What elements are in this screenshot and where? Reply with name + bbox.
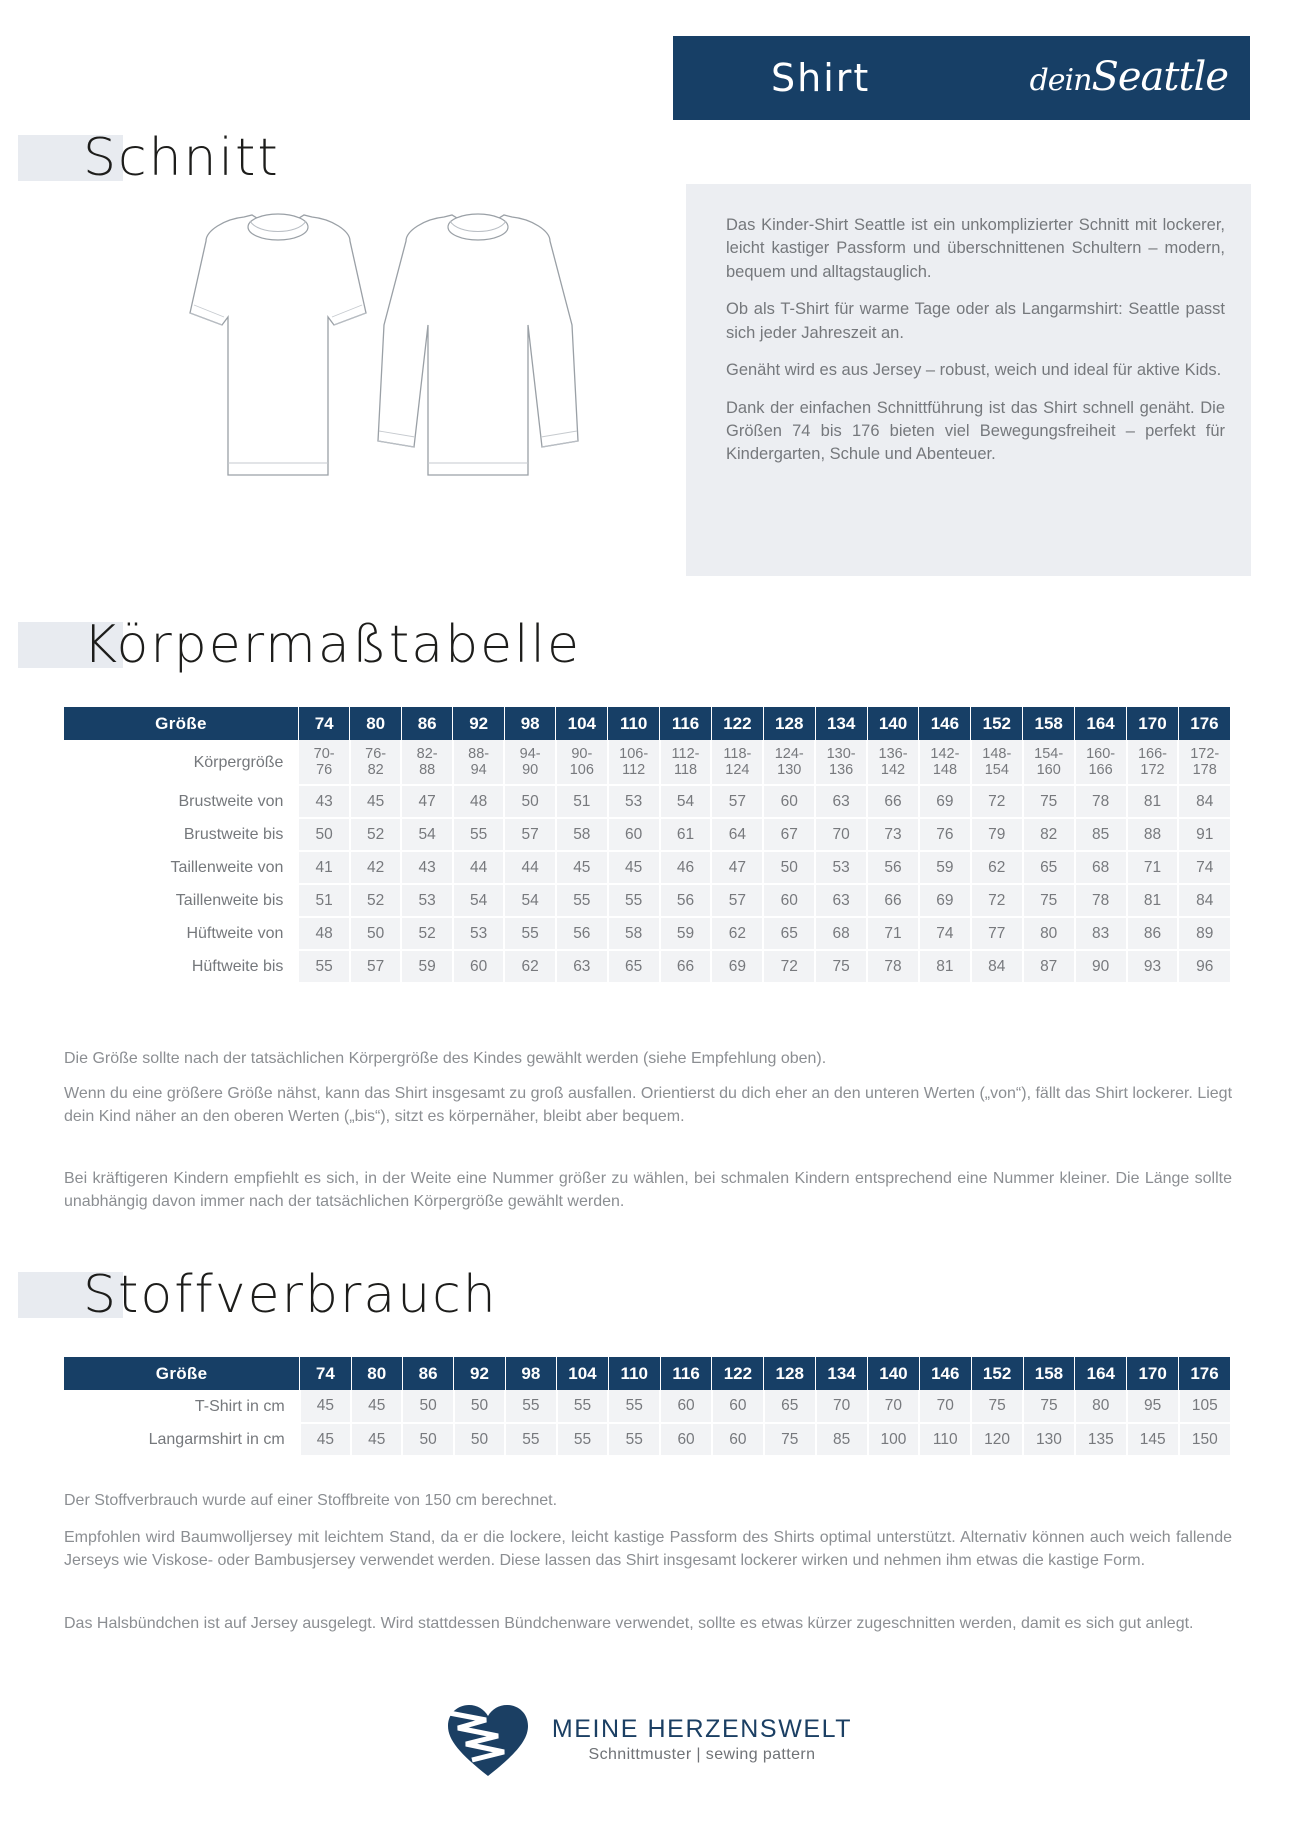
fabric-note-3: Das Halsbündchen ist auf Jersey ausgelegt. Wird stattdessen Bündchenware verwendet, sollte es etwas kürzer zugeschnitten werden, damit es sich gut anlegt.	[64, 1615, 1194, 1632]
size-column-header: 140	[867, 707, 919, 740]
table-header-row	[64, 1357, 1230, 1390]
table-cell: 85	[816, 1423, 868, 1456]
table-cell: 90- 106	[556, 740, 608, 785]
table-cell: 135	[1075, 1423, 1127, 1456]
table-cell: 48	[298, 917, 350, 950]
table-cell: 100	[868, 1423, 920, 1456]
table-cell: 60	[712, 1423, 764, 1456]
table-cell: 136- 142	[867, 740, 919, 785]
body-measurement-table	[64, 707, 1230, 984]
heading-text-stoffverbrauch: Stoffverbrauch	[83, 1265, 498, 1325]
brand-script-logo	[1030, 54, 1228, 100]
table-cell: 55	[298, 950, 350, 983]
table-cell: 75	[1023, 785, 1075, 818]
table-cell: 82- 88	[401, 740, 453, 785]
table-cell: 47	[401, 785, 453, 818]
body-table-head	[64, 707, 1230, 740]
table-cell: 89	[1178, 917, 1230, 950]
table-cell: 53	[453, 917, 505, 950]
table-cell: 93	[1127, 950, 1179, 983]
intro-paragraph: Genäht wird es aus Jersey – robust, weich und ideal für aktive Kids.	[726, 361, 1222, 380]
table-cell: 45	[300, 1390, 351, 1423]
row-label: Hüftweite bis	[64, 950, 298, 983]
table-cell: 65	[764, 1390, 816, 1423]
table-cell: 56	[556, 917, 608, 950]
table-cell: 45	[556, 851, 608, 884]
size-column-header: 146	[919, 707, 971, 740]
table-header-row	[64, 707, 1230, 740]
size-column-header: 86	[401, 707, 453, 740]
table-cell: 55	[557, 1390, 609, 1423]
table-cell: 56	[660, 884, 712, 917]
section-heading-schnitt	[18, 128, 280, 188]
table-cell: 91	[1178, 818, 1230, 851]
table-cell: 62	[711, 917, 763, 950]
table-cell: 72	[971, 884, 1023, 917]
row-label: Brustweite bis	[64, 818, 298, 851]
heart-logo-icon	[442, 1700, 534, 1778]
table-cell: 63	[815, 884, 867, 917]
table-cell: 60	[660, 1390, 712, 1423]
table-cell: 55	[608, 1390, 660, 1423]
size-column-header: 176	[1178, 707, 1230, 740]
table-cell: 120	[971, 1423, 1023, 1456]
table-cell: 60	[453, 950, 505, 983]
size-column-header: 122	[711, 707, 763, 740]
size-column-header: 80	[351, 1357, 402, 1390]
intro-paragraph: Das Kinder-Shirt Seattle ist ein unkomplizierter Schnitt mit lockerer, leicht kastiger Passform und überschnittenen Schultern – modern, bequem und alltagstauglich.	[726, 216, 1225, 281]
row-label: Körpergröße	[64, 740, 298, 785]
brand-script-word-dein: dein	[1029, 63, 1092, 99]
fabric-table-corner-label: Größe	[64, 1357, 300, 1390]
table-cell: 44	[504, 851, 556, 884]
table-cell: 52	[401, 917, 453, 950]
table-cell: 60	[763, 884, 815, 917]
table-cell: 166- 172	[1127, 740, 1179, 785]
body-note-1: Die Größe sollte nach der tatsächlichen Körpergröße des Kindes gewählt werden (siehe Empfehlung oben).	[64, 1050, 827, 1067]
table-cell: 68	[815, 917, 867, 950]
table-cell: 53	[401, 884, 453, 917]
intro-paragraphs	[686, 184, 1251, 467]
table-cell: 69	[919, 884, 971, 917]
table-cell: 77	[971, 917, 1023, 950]
table-cell: 51	[298, 884, 350, 917]
row-label: Taillenweite von	[64, 851, 298, 884]
table-cell: 69	[919, 785, 971, 818]
table-cell: 71	[1127, 851, 1179, 884]
table-cell: 43	[401, 851, 453, 884]
table-cell: 81	[1127, 884, 1179, 917]
table-cell: 70	[815, 818, 867, 851]
table-cell: 66	[867, 785, 919, 818]
table-cell: 70	[868, 1390, 920, 1423]
size-column-header: 116	[660, 1357, 712, 1390]
table-cell: 71	[867, 917, 919, 950]
table-cell: 45	[351, 1390, 402, 1423]
table-row	[64, 740, 1230, 785]
table-cell: 50	[402, 1390, 453, 1423]
table-cell: 65	[1023, 851, 1075, 884]
size-column-header: 80	[350, 707, 402, 740]
table-cell: 80	[1075, 1390, 1127, 1423]
footer-tagline: Schnittmuster | sewing pattern	[588, 1745, 816, 1763]
table-cell: 55	[505, 1390, 556, 1423]
table-cell: 69	[711, 950, 763, 983]
table-cell: 54	[660, 785, 712, 818]
size-column-header: 134	[815, 707, 867, 740]
table-cell: 72	[763, 950, 815, 983]
technical-drawings	[128, 205, 648, 525]
size-column-header: 176	[1179, 1357, 1230, 1390]
size-column-header: 140	[868, 1357, 920, 1390]
table-cell: 94- 90	[504, 740, 556, 785]
table-cell: 86	[1127, 917, 1179, 950]
table-cell: 50	[454, 1423, 505, 1456]
table-cell: 88	[1127, 818, 1179, 851]
table-row	[64, 851, 1230, 884]
header-banner	[673, 36, 1250, 120]
table-cell: 60	[763, 785, 815, 818]
table-row	[64, 1390, 1230, 1423]
table-cell: 172- 178	[1178, 740, 1230, 785]
size-column-header: 122	[712, 1357, 764, 1390]
table-cell: 47	[711, 851, 763, 884]
table-cell: 75	[764, 1423, 816, 1456]
table-cell: 150	[1179, 1423, 1230, 1456]
table-cell: 60	[608, 818, 660, 851]
table-cell: 60	[712, 1390, 764, 1423]
table-cell: 53	[608, 785, 660, 818]
table-cell: 72	[971, 785, 1023, 818]
table-cell: 48	[453, 785, 505, 818]
table-cell: 75	[1023, 884, 1075, 917]
table-cell: 124- 130	[763, 740, 815, 785]
table-cell: 44	[453, 851, 505, 884]
table-cell: 55	[608, 884, 660, 917]
table-cell: 43	[298, 785, 350, 818]
body-note-2: Wenn du eine größere Größe nähst, kann das Shirt insgesamt zu groß ausfallen. Orientierst du dich eher an den unteren Werten („von“), fällt das Shirt lockerer. Liegt dein Kind näher an den oberen Werten („bis“), sitzt es körpernäher, bleibt aber bequem.	[64, 1085, 1233, 1125]
table-cell: 73	[867, 818, 919, 851]
table-cell: 55	[608, 1423, 660, 1456]
table-cell: 57	[504, 818, 556, 851]
intro-paragraph: Dank der einfachen Schnittführung ist das Shirt schnell genäht. Die Größen 74 bis 176 bieten viel Bewegungsfreiheit – perfekt für Kindergarten, Schule und Abenteuer.	[726, 398, 1225, 464]
table-cell: 65	[763, 917, 815, 950]
table-cell: 84	[1178, 884, 1230, 917]
fabric-note-1: Der Stoffverbrauch wurde auf einer Stoffbreite von 150 cm berechnet.	[64, 1492, 558, 1509]
table-row	[64, 1423, 1230, 1456]
size-column-header: 152	[971, 707, 1023, 740]
size-column-header: 164	[1075, 1357, 1127, 1390]
brand-script-word-seattle: Seattle	[1091, 54, 1228, 101]
table-cell: 50	[454, 1390, 505, 1423]
table-cell: 130- 136	[815, 740, 867, 785]
table-cell: 45	[351, 1423, 402, 1456]
section-heading-koerpermasstabelle	[18, 615, 581, 675]
size-column-header: 128	[764, 1357, 816, 1390]
size-column-header: 158	[1023, 1357, 1075, 1390]
table-cell: 68	[1075, 851, 1127, 884]
table-cell: 41	[298, 851, 350, 884]
table-cell: 54	[504, 884, 556, 917]
fabric-note-2: Empfohlen wird Baumwolljersey mit leichtem Stand, da er die lockere, leicht kastige Passform des Shirts optimal unterstützt. Alternativ können auch weich fallende Jerseys wie Viskose- oder Bambusjersey verwendet werden. Diese lassen das Shirt insgesamt lockerer wirken und nehmen ihm etwas die kastige Form.	[64, 1529, 1232, 1569]
size-column-header: 170	[1127, 1357, 1179, 1390]
size-column-header: 164	[1075, 707, 1127, 740]
table-cell: 66	[660, 950, 712, 983]
table-cell: 59	[919, 851, 971, 884]
size-column-header: 98	[505, 1357, 556, 1390]
table-cell: 74	[1178, 851, 1230, 884]
table-cell: 55	[557, 1423, 609, 1456]
table-cell: 62	[504, 950, 556, 983]
table-cell: 145	[1127, 1423, 1179, 1456]
table-row	[64, 950, 1230, 983]
table-row	[64, 884, 1230, 917]
table-cell: 55	[505, 1423, 556, 1456]
table-cell: 54	[401, 818, 453, 851]
fabric-consumption-table	[64, 1357, 1230, 1457]
size-column-header: 74	[298, 707, 350, 740]
table-cell: 66	[867, 884, 919, 917]
table-cell: 88- 94	[453, 740, 505, 785]
table-cell: 57	[350, 950, 402, 983]
table-cell: 55	[504, 917, 556, 950]
size-column-header: 146	[919, 1357, 971, 1390]
table-cell: 82	[1023, 818, 1075, 851]
fabric-table-head	[64, 1357, 1230, 1390]
table-cell: 154- 160	[1023, 740, 1075, 785]
table-cell: 76	[919, 818, 971, 851]
table-cell: 76- 82	[350, 740, 402, 785]
table-cell: 78	[867, 950, 919, 983]
longsleeve-drawing	[378, 214, 578, 475]
table-cell: 56	[867, 851, 919, 884]
table-cell: 50	[504, 785, 556, 818]
table-cell: 75	[971, 1390, 1023, 1423]
table-row	[64, 917, 1230, 950]
table-cell: 75	[815, 950, 867, 983]
size-column-header: 104	[557, 1357, 609, 1390]
table-cell: 112- 118	[660, 740, 712, 785]
table-cell: 58	[556, 818, 608, 851]
table-cell: 64	[711, 818, 763, 851]
table-cell: 148- 154	[971, 740, 1023, 785]
row-label: Langarmshirt in cm	[64, 1423, 300, 1456]
row-label: Hüftweite von	[64, 917, 298, 950]
size-column-header: 134	[816, 1357, 868, 1390]
body-note-3: Bei kräftigeren Kindern empfiehlt es sich, in der Weite eine Nummer größer zu wählen, bei schmalen Kindern entsprechend eine Nummer kleiner. Die Länge sollte unabhängig davon immer nach der tatsächlichen Körpergröße gewählt werden.	[64, 1170, 1232, 1210]
intro-description-box	[686, 184, 1251, 576]
size-column-header: 98	[504, 707, 556, 740]
size-column-header: 86	[402, 1357, 453, 1390]
tshirt-drawing	[190, 214, 366, 475]
footer-logo	[0, 1700, 1294, 1778]
row-label: T-Shirt in cm	[64, 1390, 300, 1423]
table-cell: 59	[401, 950, 453, 983]
size-column-header: 104	[556, 707, 608, 740]
table-cell: 75	[1023, 1390, 1075, 1423]
table-cell: 160- 166	[1075, 740, 1127, 785]
table-cell: 106- 112	[608, 740, 660, 785]
table-cell: 105	[1179, 1390, 1230, 1423]
table-cell: 83	[1075, 917, 1127, 950]
table-cell: 62	[971, 851, 1023, 884]
table-cell: 80	[1023, 917, 1075, 950]
table-cell: 65	[608, 950, 660, 983]
size-column-header: 170	[1127, 707, 1179, 740]
table-cell: 52	[350, 818, 402, 851]
intro-paragraph: Ob als T-Shirt für warme Tage oder als Langarmshirt: Seattle passt sich jeder Jahreszeit an.	[726, 300, 1225, 342]
table-cell: 57	[711, 884, 763, 917]
table-cell: 142- 148	[919, 740, 971, 785]
body-table-corner-label: Größe	[64, 707, 298, 740]
size-column-header: 152	[971, 1357, 1023, 1390]
table-cell: 52	[350, 884, 402, 917]
size-column-header: 92	[454, 1357, 505, 1390]
table-cell: 81	[919, 950, 971, 983]
table-cell: 90	[1075, 950, 1127, 983]
footer-brand-name: MEINE HERZENSWELT	[551, 1714, 853, 1743]
table-cell: 78	[1075, 785, 1127, 818]
table-cell: 110	[919, 1423, 971, 1456]
footer-logo-text	[552, 1715, 852, 1764]
table-cell: 45	[300, 1423, 351, 1456]
section-heading-stoffverbrauch	[18, 1265, 498, 1325]
row-label: Taillenweite bis	[64, 884, 298, 917]
table-cell: 59	[660, 917, 712, 950]
heading-text-koerpermasstabelle: Körpermaßtabelle	[83, 615, 581, 675]
table-cell: 51	[556, 785, 608, 818]
table-cell: 70- 76	[298, 740, 350, 785]
size-column-header: 92	[453, 707, 505, 740]
table-cell: 50	[402, 1423, 453, 1456]
table-cell: 50	[763, 851, 815, 884]
table-cell: 79	[971, 818, 1023, 851]
page-title: Shirt	[771, 56, 871, 100]
table-cell: 118- 124	[711, 740, 763, 785]
body-table-body	[64, 740, 1230, 983]
table-cell: 55	[556, 884, 608, 917]
table-cell: 70	[919, 1390, 971, 1423]
table-cell: 96	[1178, 950, 1230, 983]
table-cell: 81	[1127, 785, 1179, 818]
table-cell: 95	[1127, 1390, 1179, 1423]
table-cell: 130	[1023, 1423, 1075, 1456]
table-cell: 57	[711, 785, 763, 818]
table-cell: 67	[763, 818, 815, 851]
table-cell: 54	[453, 884, 505, 917]
table-cell: 46	[660, 851, 712, 884]
size-column-header: 116	[660, 707, 712, 740]
size-column-header: 74	[300, 1357, 351, 1390]
table-cell: 85	[1075, 818, 1127, 851]
table-cell: 45	[350, 785, 402, 818]
size-column-header: 110	[608, 707, 660, 740]
size-column-header: 158	[1023, 707, 1075, 740]
shirt-illustrations-svg	[128, 205, 648, 525]
table-cell: 87	[1023, 950, 1075, 983]
table-cell: 70	[816, 1390, 868, 1423]
table-row	[64, 818, 1230, 851]
table-cell: 74	[919, 917, 971, 950]
row-label: Brustweite von	[64, 785, 298, 818]
table-cell: 84	[971, 950, 1023, 983]
table-cell: 61	[660, 818, 712, 851]
table-cell: 63	[815, 785, 867, 818]
table-cell: 55	[453, 818, 505, 851]
size-column-header: 110	[608, 1357, 660, 1390]
table-cell: 45	[608, 851, 660, 884]
table-cell: 42	[350, 851, 402, 884]
table-cell: 50	[350, 917, 402, 950]
fabric-table-body	[64, 1390, 1230, 1456]
table-cell: 50	[298, 818, 350, 851]
table-cell: 63	[556, 950, 608, 983]
table-row	[64, 785, 1230, 818]
table-cell: 60	[660, 1423, 712, 1456]
table-cell: 78	[1075, 884, 1127, 917]
heading-text-schnitt: Schnitt	[83, 128, 280, 188]
table-cell: 53	[815, 851, 867, 884]
table-cell: 84	[1178, 785, 1230, 818]
size-column-header: 128	[763, 707, 815, 740]
table-cell: 58	[608, 917, 660, 950]
